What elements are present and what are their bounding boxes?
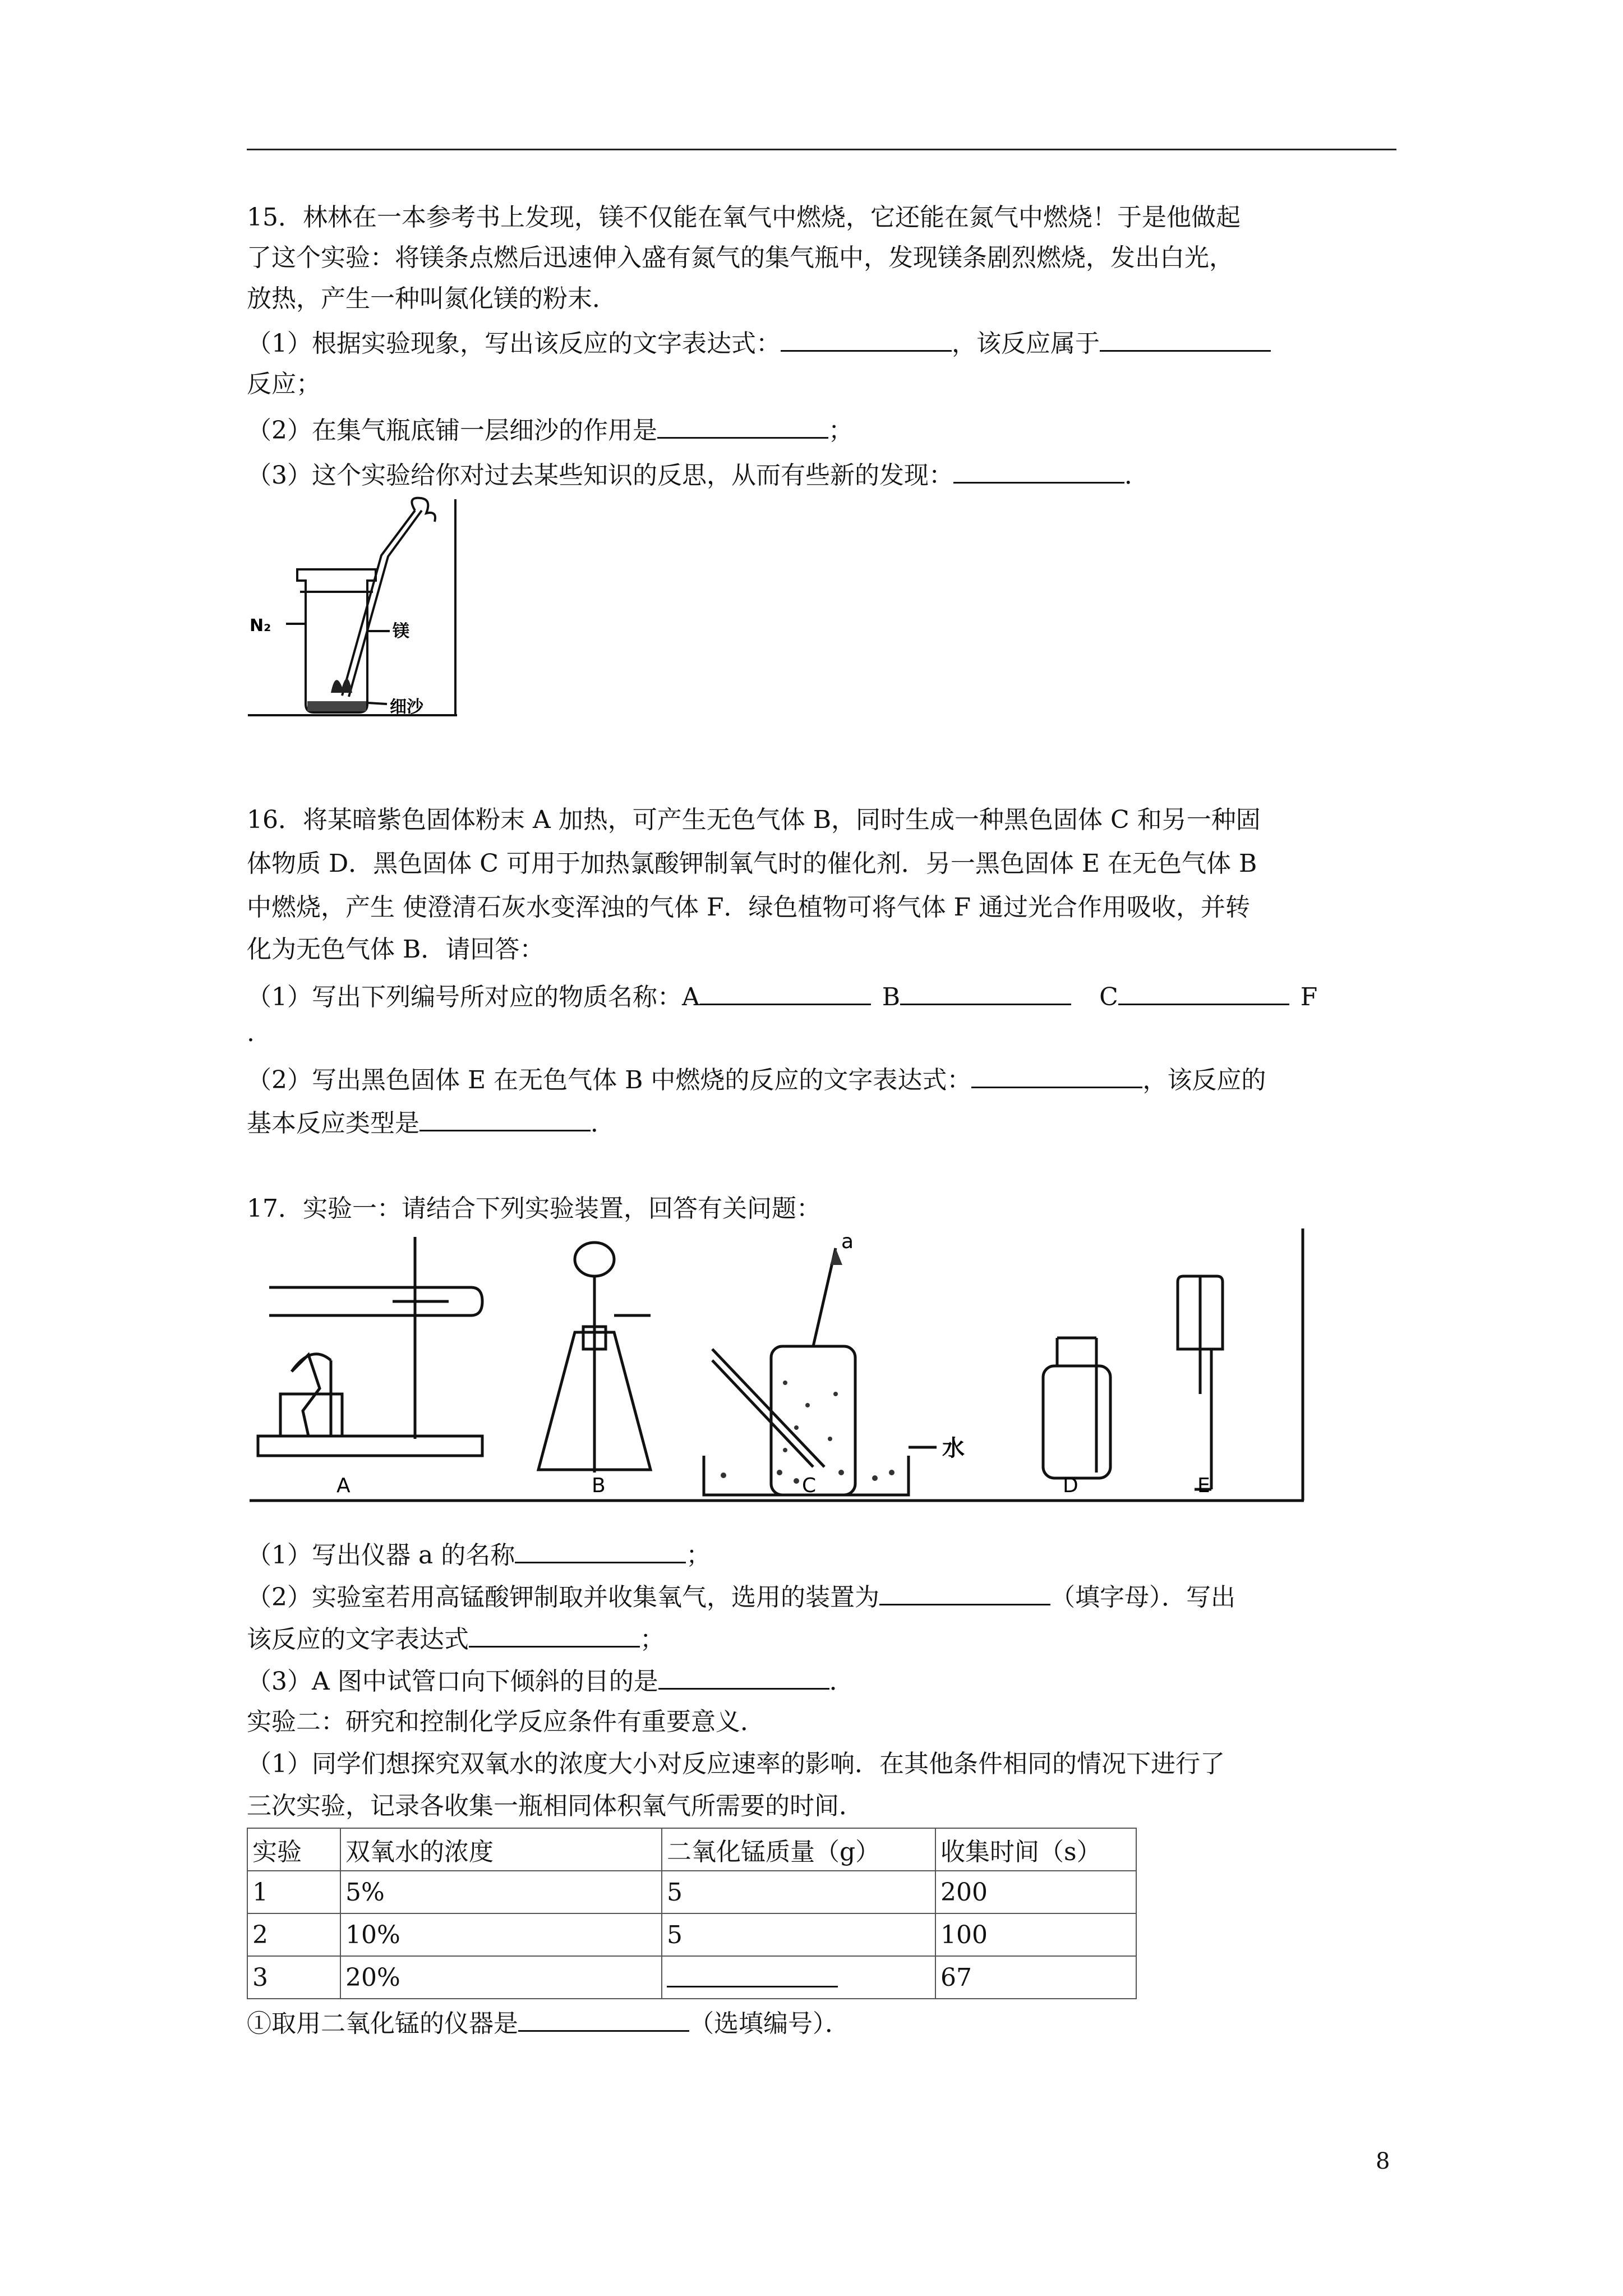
table-cell: 5% [340, 1871, 662, 1913]
table-cell: 200 [935, 1871, 1136, 1913]
q15-line3: 放热，产生一种叫氮化镁的粉末． [247, 284, 617, 313]
q15-part3: （3）这个实验给你对过去某些知识的反思，从而有些新的发现： ． [247, 457, 1149, 493]
q15-part1: （1）根据实验现象，写出该反应的文字表达式： ，该反应属于 [247, 325, 1271, 361]
mg-label: 镁 [393, 622, 409, 641]
answer-blank[interactable] [518, 2005, 689, 2032]
q16-line1: 16．将某暗紫色固体粉末 A 加热，可产生无色气体 B，同时生成一种黑色固体 C 和另一种固 [247, 806, 1261, 834]
apparatus-label-a: A [336, 1474, 351, 1497]
table-header: 收集时间（s） [935, 1828, 1136, 1871]
table-cell: 20% [340, 1956, 662, 1999]
table-row [247, 1871, 1136, 1913]
q15-part1-cont: 反应； [247, 370, 321, 398]
q16-line2: 体物质 D．黑色固体 C 可用于加热氯酸钾制氧气时的催化剂．另一黑色固体 E 在无色气体 B [247, 849, 1257, 878]
table-cell: 5 [662, 1913, 935, 1956]
answer-blank[interactable] [657, 412, 828, 439]
q17-part2-cont: 该反应的文字表达式 ； [247, 1621, 665, 1657]
magnesium-burning-figure [247, 494, 460, 718]
answer-blank[interactable] [900, 979, 1071, 1005]
table-cell [662, 1956, 935, 1999]
answer-blank[interactable] [1100, 325, 1271, 352]
table-header: 双氧水的浓度 [340, 1828, 662, 1871]
answer-blank[interactable] [469, 1621, 640, 1648]
q15-part2: （2）在集气瓶底铺一层细沙的作用是 ； [247, 412, 853, 448]
table-header: 实验 [247, 1828, 340, 1871]
q17-title: 17．实验一：请结合下列实验装置，回答有关问题： [247, 1194, 821, 1223]
q16-part1: （1）写出下列编号所对应的物质名称：A B C F [247, 979, 1317, 1014]
q17-exp2-line2: 三次实验，记录各收集一瓶相同体积氧气所需要的时间． [247, 1792, 864, 1820]
q17-part1: （1）写出仪器 a 的名称 ； [247, 1537, 711, 1572]
table-cell: 2 [247, 1913, 340, 1956]
q17-part2: （2）实验室若用高锰酸钾制取并收集氧气，选用的装置为 （填字母）．写出 [247, 1579, 1235, 1614]
table-cell: 10% [340, 1913, 662, 1956]
table-cell: 3 [247, 1956, 340, 1999]
page-number: 8 [1376, 2148, 1390, 2174]
q16-part1-end: . [247, 1019, 255, 1047]
n2-label: N₂ [250, 616, 271, 636]
answer-blank[interactable] [515, 1537, 686, 1563]
answer-blank[interactable] [953, 457, 1124, 484]
table-header: 二氧化锰质量（g） [662, 1828, 935, 1871]
apparatus-label-d: D [1063, 1474, 1078, 1497]
answer-blank[interactable] [658, 1663, 829, 1690]
answer-blank[interactable] [781, 325, 952, 352]
experiment-table [247, 1828, 1137, 1999]
answer-blank[interactable] [1118, 979, 1289, 1005]
q15-line1: 15．林林在一本参考书上发现，镁不仅能在氧气中燃烧，它还能在氮气中燃烧！于是他做起 [247, 203, 1241, 232]
q17-sub1: ①取用二氧化锰的仪器是 （选填编号）． [247, 2005, 850, 2041]
label-a: a [841, 1230, 854, 1253]
q16-line3: 中燃烧，产生 使澄清石灰水变浑浊的气体 F．绿色植物可将气体 F 通过光合作用吸收，并转 [247, 893, 1251, 922]
answer-blank[interactable] [667, 1961, 838, 1987]
header-rule [247, 149, 1396, 150]
table-cell: 1 [247, 1871, 340, 1913]
q15-line2: 了这个实验：将镁条点燃后迅速伸入盛有氮气的集气瓶中，发现镁条剧烈燃烧，发出白光， [247, 243, 1234, 272]
label-water: 水 [942, 1435, 965, 1461]
q17-part3: （3）A 图中试管口向下倾斜的目的是 ． [247, 1663, 854, 1699]
apparatus-label-b: B [592, 1474, 606, 1497]
answer-blank[interactable] [700, 979, 871, 1005]
table-header-row [247, 1828, 1136, 1871]
answer-blank[interactable] [971, 1062, 1142, 1088]
answer-blank[interactable] [879, 1579, 1050, 1605]
q17-exp2-title: 实验二：研究和控制化学反应条件有重要意义． [247, 1708, 765, 1736]
q16-part2: （2）写出黑色固体 E 在无色气体 B 中燃烧的反应的文字表达式： ，该反应的 [247, 1062, 1266, 1097]
table-cell: 5 [662, 1871, 935, 1913]
q16-part2-cont: 基本反应类型是 ． [247, 1105, 615, 1140]
sand-label: 细沙 [390, 697, 423, 717]
q16-line4: 化为无色气体 B．请回答： [247, 935, 545, 964]
table-row [247, 1913, 1136, 1956]
table-cell: 100 [935, 1913, 1136, 1956]
table-cell: 67 [935, 1956, 1136, 1999]
q17-exp2-line1: （1）同学们想探究双氧水的浓度大小对反应速率的影响．在其他条件相同的情况下进行了 [247, 1750, 1225, 1778]
table-row [247, 1956, 1136, 1999]
apparatus-label-e: E [1197, 1474, 1210, 1497]
lab-apparatus-figure [247, 1226, 1312, 1512]
apparatus-label-c: C [802, 1474, 817, 1497]
answer-blank[interactable] [419, 1105, 591, 1131]
